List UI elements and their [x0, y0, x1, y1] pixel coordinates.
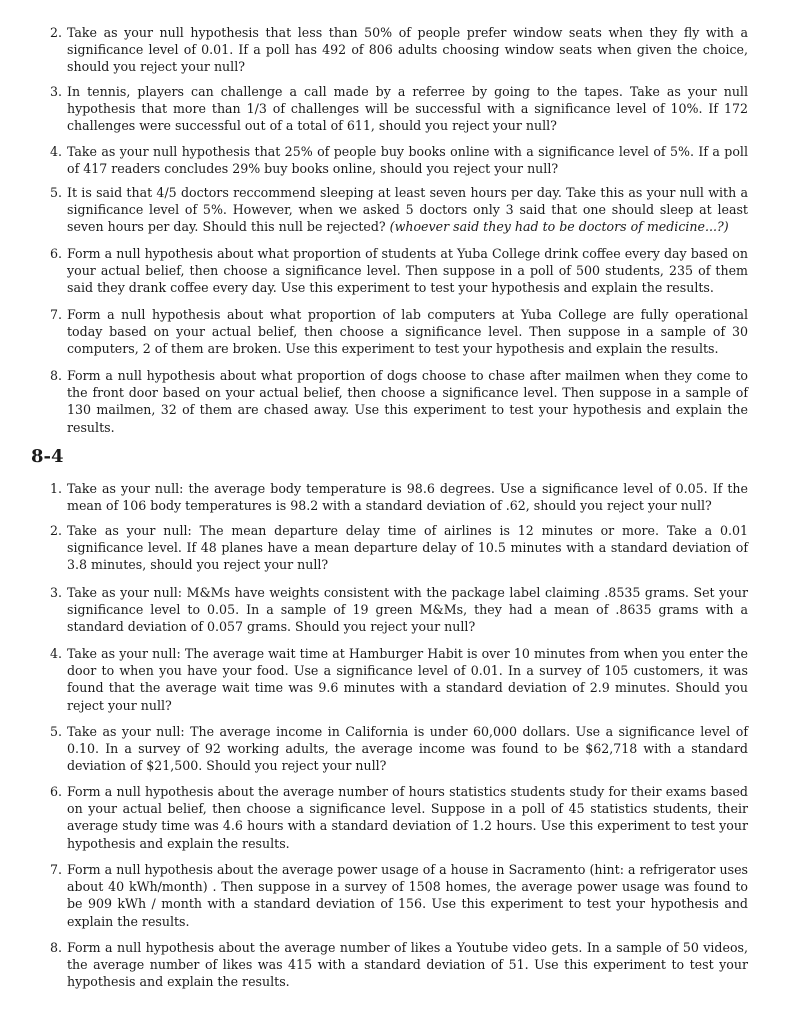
exercise-number: 3. [49, 84, 62, 99]
exercise-item [48, 480, 748, 514]
exercise-text: In tennis, players can challenge a call made by a referree by going to the tapes. Take as your null hypothesis that more than 1/3 of challenges will be successful with a significance level of 10%. If 172 challenges were successful out of a total of 611, should you reject your null? [67, 84, 748, 134]
exercise-number: 2. [49, 523, 62, 538]
exercise-item [48, 783, 748, 852]
exercise-number: 3. [49, 585, 62, 600]
exercise-text: Take as your null: The average wait time at Hamburger Habit is over 10 minutes from when you enter the door to when you have your food. Use a significance level of 0.01. In a survey of 105 customers, it was found that the average wait time was 9.6 minutes with a standard deviation of 2.9 minutes. Should you reject your null? [67, 646, 748, 713]
exercise-number: 6. [49, 784, 62, 799]
exercise-text: Take as your null: The average income in California is under 60,000 dollars. Use a significance level of 0.10. In a survey of 92 working adults, the average income was found to be $62,718 with a standard deviation of $21,500. Should you reject your null? [67, 724, 748, 774]
exercise-item [48, 184, 748, 236]
exercise-item [48, 861, 748, 930]
exercise-text: Take as your null: M&Ms have weights consistent with the package label claiming .8535 grams. Set your significance level to 0.05. In a sample of 19 green M&Ms, they had a mean of .8635 grams with a standard deviation of 0.057 grams. Should you reject your null? [67, 585, 748, 635]
exercise-number: 5. [49, 185, 62, 200]
exercise-item [48, 24, 748, 76]
exercise-text: Form a null hypothesis about what proportion of students at Yuba College drink coffee every day based on your actual belief, then choose a significance level. Then suppose in a poll of 500 students, 235 of them said they drank coffee every day. Use this experiment to test your hypothesis and explain the results. [67, 246, 748, 296]
exercise-text: Form a null hypothesis about what proportion of dogs choose to chase after mailmen when they come to the front door based on your actual belief, then choose a significance level. Then suppose in a sample of 130 mailmen, 32 of them are chased away. Use this experiment to test your hypothesis and explain the results. [67, 368, 748, 435]
exercise-item [48, 143, 748, 177]
exercise-item [48, 367, 748, 436]
exercise-item [48, 645, 748, 714]
exercise-number: 6. [49, 246, 62, 261]
exercise-item [48, 83, 748, 135]
exercise-number: 5. [49, 724, 62, 739]
exercise-text: Take as your null: the average body temperature is 98.6 degrees. Use a significance level of 0.05. If the mean of 106 body temperatures is 98.2 with a standard deviation of .62, should you reject your null? [67, 481, 748, 514]
exercise-text: Take as your null: The mean departure delay time of airlines is 12 minutes or more. Take a 0.01 significance level. If 48 planes have a mean departure delay of 10.5 minutes with a standard deviation of 3.8 minutes, should you reject your null? [67, 523, 748, 573]
exercise-item [48, 939, 748, 991]
exercise-text: Form a null hypothesis about what proportion of lab computers at Yuba College are fully operational today based on your actual belief, then choose a significance level. Then suppose in a sample of 30 computers, 2 of them are broken. Use this experiment to test your hypothesis and explain the results. [67, 307, 748, 357]
exercise-item [48, 306, 748, 358]
exercise-item [48, 723, 748, 775]
exercise-text: Form a null hypothesis about the average number of likes a Youtube video gets. In a sample of 50 videos, the average number of likes was 415 with a standard deviation of 51. Use this experiment to test your hypothesis and explain the results. [67, 940, 748, 990]
exercise-text: Take as your null hypothesis that 25% of people buy books online with a significance level of 5%. If a poll of 417 readers concludes 29% buy books online, should you reject your null? [67, 144, 748, 177]
exercise-text: It is said that 4/5 doctors reccommend sleeping at least seven hours per day. Take this as your null with a significance level of 5%. However, when we asked 5 doctors only 3 said that one should sleep at least seven hours per day. Should this null be rejected? [67, 185, 748, 235]
exercise-item [48, 584, 748, 636]
exercise-aside-note: (whoever said they had to be doctors of medicine...?) [389, 219, 729, 235]
exercise-number: 4. [49, 646, 62, 661]
exercise-number: 4. [49, 144, 62, 159]
exercise-item [48, 245, 748, 297]
section-heading: 8-4 [31, 446, 64, 467]
exercise-text: Form a null hypothesis about the average number of hours statistics students study for their exams based on your actual belief, then choose a significance level. Suppose in a poll of 45 statistics students, their average study time was 4.6 hours with a standard deviation of 1.2 hours. Use this experiment to test your hypothesis and explain the results. [67, 784, 748, 851]
exercise-item [48, 522, 748, 574]
exercise-number: 7. [49, 862, 62, 877]
exercise-number: 7. [49, 307, 62, 322]
exercise-number: 8. [49, 940, 62, 955]
exercise-number: 8. [49, 368, 62, 383]
exercise-text: Form a null hypothesis about the average power usage of a house in Sacramento (hint: a refrigerator uses about 40 kWh/month) . Then suppose in a survey of 1508 homes, the average power usage was found to be 909 kWh / month with a standard deviation of 156. Use this experiment to test your hypothesis and explain the results. [67, 862, 748, 929]
exercise-text: Take as your null hypothesis that less than 50% of people prefer window seats when they fly with a significance level of 0.01. If a poll has 492 of 806 adults choosing window seats when given the choice, should you reject your null? [67, 25, 748, 75]
exercise-number: 1. [49, 481, 62, 496]
exercise-number: 2. [49, 25, 62, 40]
